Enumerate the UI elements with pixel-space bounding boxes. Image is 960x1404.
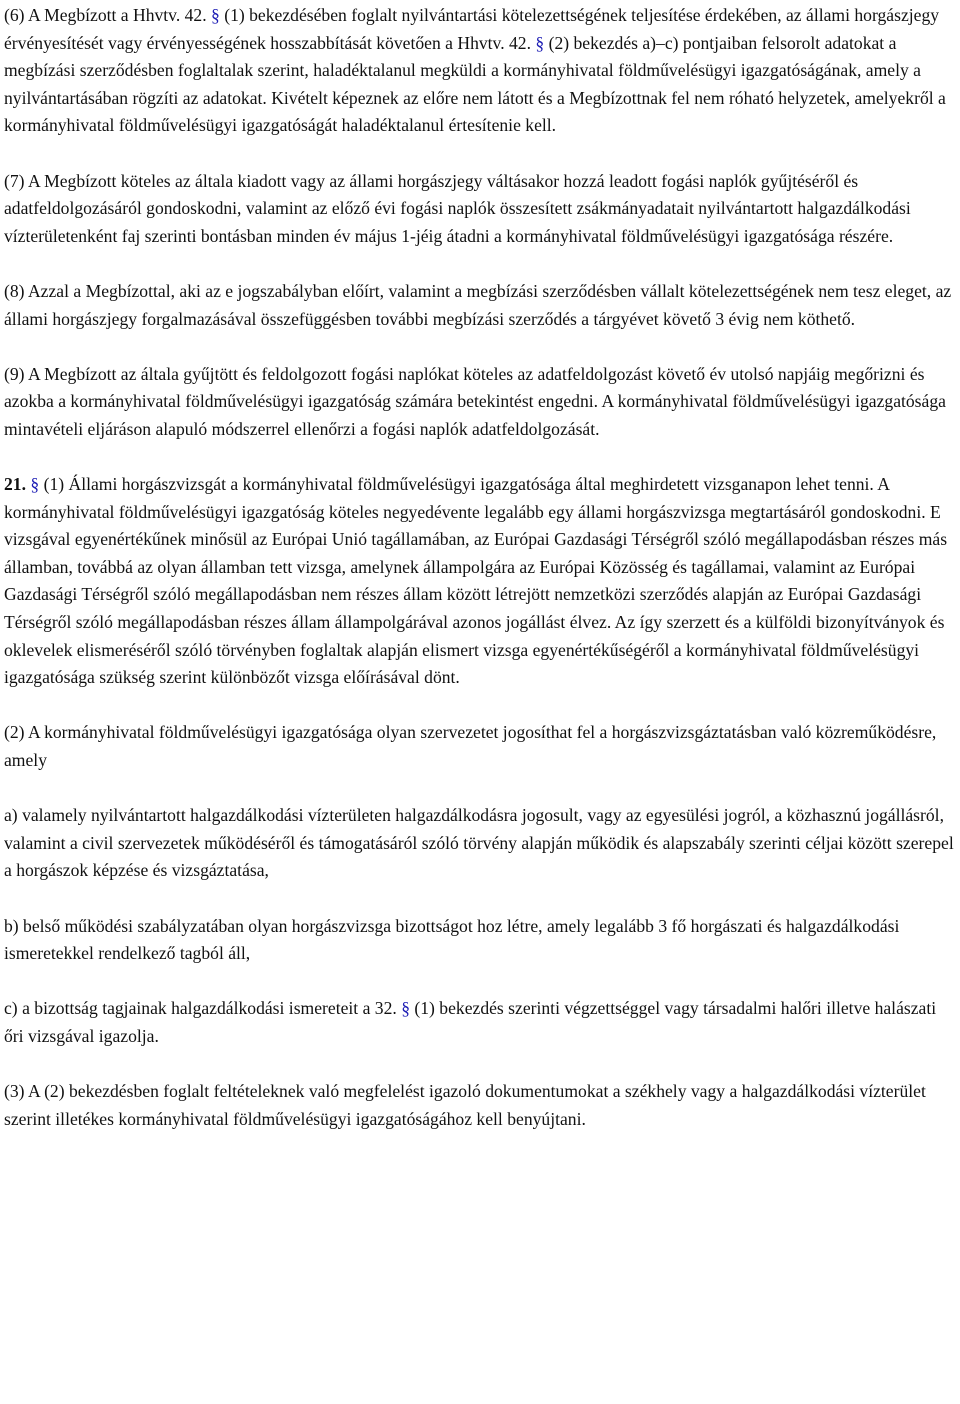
paragraph-8: (8) Azzal a Megbízottal, aki az e jogszabályban előírt, valamint a megbízási szerződésben vállalt kötelezettségének nem tesz eleget, az állami horgászjegy forgalmazásával összefüggésben további megbízási szerződés a tárgyévet követő 3 évig nem köthető. bbox=[4, 280, 952, 329]
section-21-paragraph-2: (2) A kormányhivatal földművelésügyi igazgatósága olyan szervezetet jogosíthat fel a horgászvizsgáztatásban való közreműködésre, amely bbox=[4, 722, 937, 771]
list-item-c-part-2: (1) bekezdés szerinti végzettséggel vagy társadalmi halőri illetve halászati őri vizsgával igazolja. bbox=[4, 998, 937, 1046]
paragraph-6 bbox=[4, 2, 954, 140]
list-item-c-part-1: c) a bizottság tagjainak halgazdálkodási ismereteit a 32. bbox=[4, 998, 402, 1019]
section-21-paragraph-3: (3) A (2) bekezdésben foglalt feltételeknek való megfelelést igazoló dokumentumokat a székhely vagy a halgazdálkodási vízterület szerint illetékes kormányhivatal földművelésügyi igazgatóságához kell benyújtani. bbox=[4, 1081, 926, 1129]
paragraph-6-part-3: (2) bekezdés a)–c) pontjaiban felsorolt adatokat a megbízási szerződésben foglaltalak szerint, haladéktalanul megküldi a kormányhivatal földművelésügyi igazgatóságának, amely a nyilvántartásában rögzíti az adatokat. Kivételt képeznek az előre nem látott és a Megbízottnak fel nem róható helyzetek, amelyekről a kormányhivatal földművelésügyi igazgatóságát haladéktalanul értesítenie kell. bbox=[4, 32, 946, 136]
section-21-paragraph-1-text: (1) Állami horgászvizsgát a kormányhivatal földművelésügyi igazgatósága által meghirdetett vizsganapon lehet tenni. A kormányhivatal földművelésügyi igazgatóság köteles negyedévente legalább egy állami horgászvizsga megtartásáról gondoskodni. E vizsgával egyenértékűnek minősül az Európai Unió tagállamában, az Európai Gazdasági Térségről szóló megállapodásban részes más államban, továbbá az olyan államban tett vizsga, amelynek állampolgára az Európai Közösség és tagállamai, valamint az Európai Gazdasági Térségről szóló megállapodásban nem részes állam között létrejött nemzetközi szerződés alapján az Európai Gazdasági Térségről szóló megállapodásban részes állam állampolgárával azonos jogállást élvez. Az így szerzett és a külföldi bizonyítványok és oklevelek elismeréséről szóló törvényben foglaltak alapján elismert vizsga egyenértékűségéről a kormányhivatal földművelésügyi igazgatósága szükség szerint különbözőt vizsga előírásával dönt. bbox=[4, 474, 948, 688]
section-sign-link[interactable]: § bbox=[211, 5, 220, 25]
section-sign-link[interactable]: § bbox=[401, 998, 410, 1019]
list-item-b: b) belső működési szabályzatában olyan horgászvizsga bizottságot hoz létre, amely legalább 3 fő horgászati és halgazdálkodási ismeretekkel rendelkező tagból áll, bbox=[4, 915, 900, 964]
paragraph-6-part-2: (1) bekezdésében foglalt nyilvántartási kötelezettségének teljesítése érdekében, az állami horgászjegy érvényesítését vagy érvényességének hosszabbítását követően a Hhvtv. 42. bbox=[4, 5, 940, 53]
paragraph-9: (9) A Megbízott az általa gyűjtött és feldolgozott fogási naplókat köteles az adatfeldolgozást követő év utolsó napjáig megőrizni és azokba a kormányhivatal földművelésügyi igazgatóság számára betekintést engedni. A kormányhivatal földművelésügyi igazgatósága mintavételi eljáráson alapuló módszerrel ellenőrzi a fogási naplók adatfeldolgozását. bbox=[4, 363, 946, 439]
paragraph-6-part-1: (6) A Megbízott a Hhvtv. 42. bbox=[4, 5, 212, 25]
list-item-c bbox=[4, 995, 954, 1050]
section-sign-link[interactable]: § bbox=[535, 32, 545, 53]
paragraph-7: (7) A Megbízott köteles az általa kiadott vagy az állami horgászjegy váltásakor hozzá leadott fogási naplók gyűjtéséről és adatfeldolgozásáról gondoskodni, valamint az előző évi fogási naplók összesített zsákmányadatait nyilvántartott halgazdálkodási vízterületenként faj szerinti bontásban minden év május 1-jéig átadni a kormányhivatal földművelésügyi igazgatósága részére. bbox=[4, 170, 911, 246]
list-item-a: a) valamely nyilvántartott halgazdálkodási vízterületen halgazdálkodásra jogosult, vagy az egyesülési jogról, a közhasznú jogállásról, valamint a civil szervezetek működéséről és támogatásáról szóló törvény alapján működik és alapszabály szerinti céljai között szerepel a horgászok képzése és vizsgáztatása, bbox=[4, 805, 954, 881]
section-21-paragraph-1 bbox=[4, 471, 954, 692]
section-number: 21. bbox=[4, 474, 26, 495]
section-sign-link[interactable]: § bbox=[30, 474, 40, 495]
